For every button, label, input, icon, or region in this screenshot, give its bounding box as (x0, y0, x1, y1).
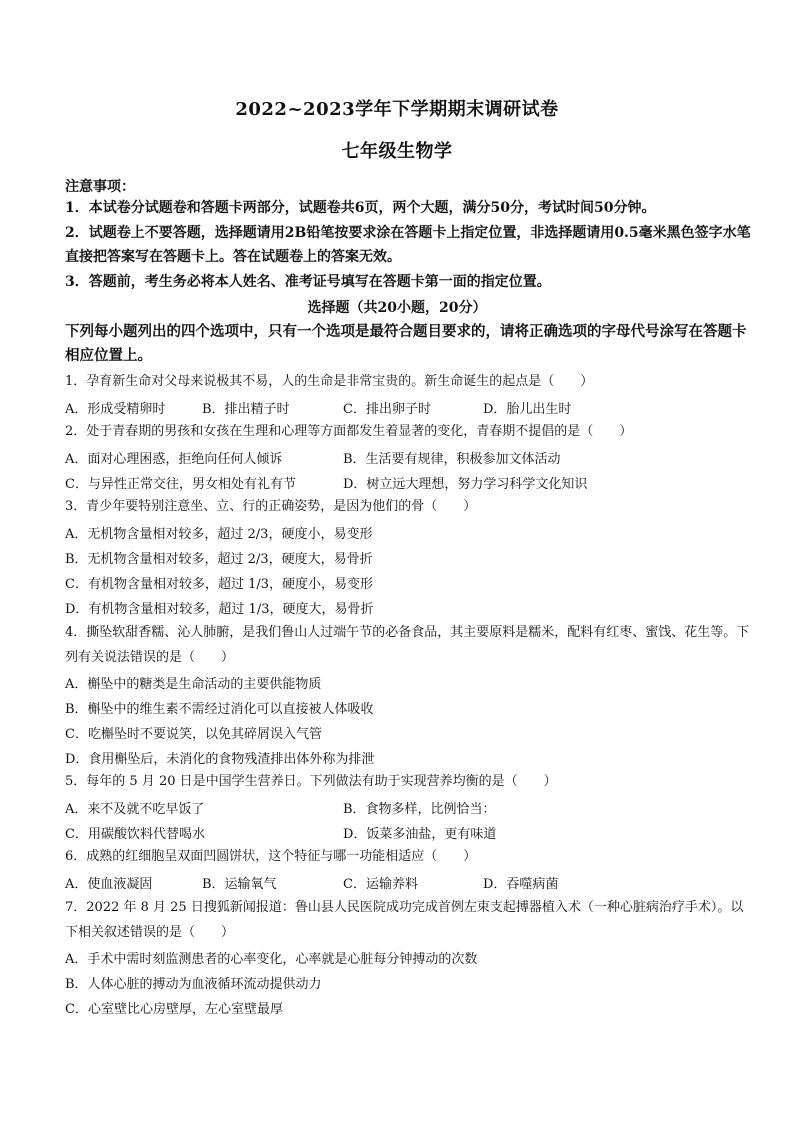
question-1-option-d: D．胎儿出生时 (483, 402, 572, 417)
question-2-option-c: C．与异性正常交往，男女相处有礼有节 (65, 477, 296, 492)
question-6-option-a: A．使血液凝固 (65, 877, 153, 892)
question-7-option-b: B．人体心脏的搏动为血液循环流动提供动力 (65, 977, 322, 992)
question-5-option-a: A．来不及就不吃早饭了 (65, 802, 205, 817)
question-7-stem: 7．2022 年 8 月 25 日搜狐新闻报道：鲁山县人民医院成功完成首例左束支起搏器植入术（一种心脏病治疗手术）。以下相关叙述错误的是（ ） (65, 900, 744, 940)
question-5-option-b: B．食物多样，比例恰当： (343, 802, 496, 817)
question-3-option-d: D．有机物含量相对较多，超过 1/3，硬度大，易骨折 (65, 602, 374, 617)
question-2-stem: 2．处于青春期的男孩和女孩在生理和心理等方面都发生着显著的变化，青春期不提倡的是（ ） (65, 424, 633, 439)
question-6-option-d: D．吞噬病菌 (483, 877, 559, 892)
notice-heading: 注意事项： (65, 179, 135, 195)
question-5-option-d: D．饭菜多油盐，更有味道 (343, 827, 497, 842)
question-7-option-a: A．手术中需时刻监测患者的心率变化，心率就是心脏每分钟搏动的次数 (65, 952, 478, 967)
question-1-option-c: C．排出卵子时 (343, 402, 431, 417)
exam-title: 2022~2023学年下学期期末调研试卷 (235, 99, 559, 120)
notice-item-1: 1．本试卷分试题卷和答题卡两部分，试题卷共6页，两个大题，满分50分，考试时间50分钟。 (65, 200, 656, 216)
question-4-option-c: C．吃槲坠时不要说笑，以免其碎屑误入气管 (65, 727, 322, 742)
section-title: 选择题（共20小题，20分） (307, 300, 487, 316)
question-7-option-c: C．心室壁比心房壁厚，左心室壁最厚 (65, 1002, 283, 1017)
question-3-option-c: C．有机物含量相对较多，超过 1/3，硬度小，易变形 (65, 577, 374, 592)
question-6-option-b: B．运输氧气 (202, 877, 277, 892)
question-2-option-b: B．生活要有规律，积极参加文体活动 (343, 452, 561, 467)
question-1-option-a: A．形成受精卵时 (65, 402, 166, 417)
question-4-option-a: A．槲坠中的糖类是生命活动的主要供能物质 (65, 677, 322, 692)
question-2-option-a: A．面对心理困惑，拒绝向任何人倾诉 (65, 452, 283, 467)
question-5-stem: 5．每年的 5 月 20 日是中国学生营养日。下列做法有助于实现营养均衡的是（ ） (65, 774, 557, 789)
question-6-stem: 6．成熟的红细胞呈双面凹圆饼状，这个特征与哪一功能相适应（ ） (65, 849, 477, 864)
question-1-option-b: B．排出精子时 (202, 402, 290, 417)
question-1-stem: 1．孕育新生命对父母来说极其不易，人的生命是非常宝贵的。新生命诞生的起点是（ ） (65, 374, 594, 389)
section-instruction: 下列每小题列出的四个选项中，只有一个选项是最符合题目要求的，请将正确选项的字母代号涂写在答题卡相应位置上。 (65, 323, 747, 364)
question-5-option-c: C．用碳酸饮料代替喝水 (65, 827, 205, 842)
notice-item-2: 2．试题卷上不要答题，选择题请用2B铅笔按要求涂在答题卡上指定位置，非选择题请用0.5毫米黑色签字水笔直接把答案写在答题卡上。答在试题卷上的答案无效。 (65, 225, 751, 265)
question-3-option-b: B．无机物含量相对较多，超过 2/3，硬度大，易骨折 (65, 552, 373, 567)
question-6-option-c: C．运输养料 (343, 877, 418, 892)
question-3-option-a: A．无机物含量相对较多，超过 2/3，硬度小，易变形 (65, 527, 373, 542)
question-4-stem: 4．撕坠软甜香糯、沁人肺腑，是我们鲁山人过端午节的必备食品，其主要原料是糯米，配料有红枣、蜜饯、花生等。下列有关说法错误的是（ ） (65, 625, 750, 665)
notice-item-3: 3．答题前，考生务必将本人姓名、准考证号填写在答题卡第一面的指定位置。 (65, 274, 551, 290)
exam-subtitle: 七年级生物学 (341, 141, 453, 162)
question-2-option-d: D．树立远大理想，努力学习科学文化知识 (343, 477, 588, 492)
question-4-option-b: B．槲坠中的维生素不需经过消化可以直接被人体吸收 (65, 702, 374, 717)
question-4-option-d: D．食用槲坠后，未消化的食物残渣排出体外称为排泄 (65, 752, 375, 767)
question-3-stem: 3．青少年要特别注意坐、立、行的正确姿势，是因为他们的骨（ ） (65, 499, 477, 514)
